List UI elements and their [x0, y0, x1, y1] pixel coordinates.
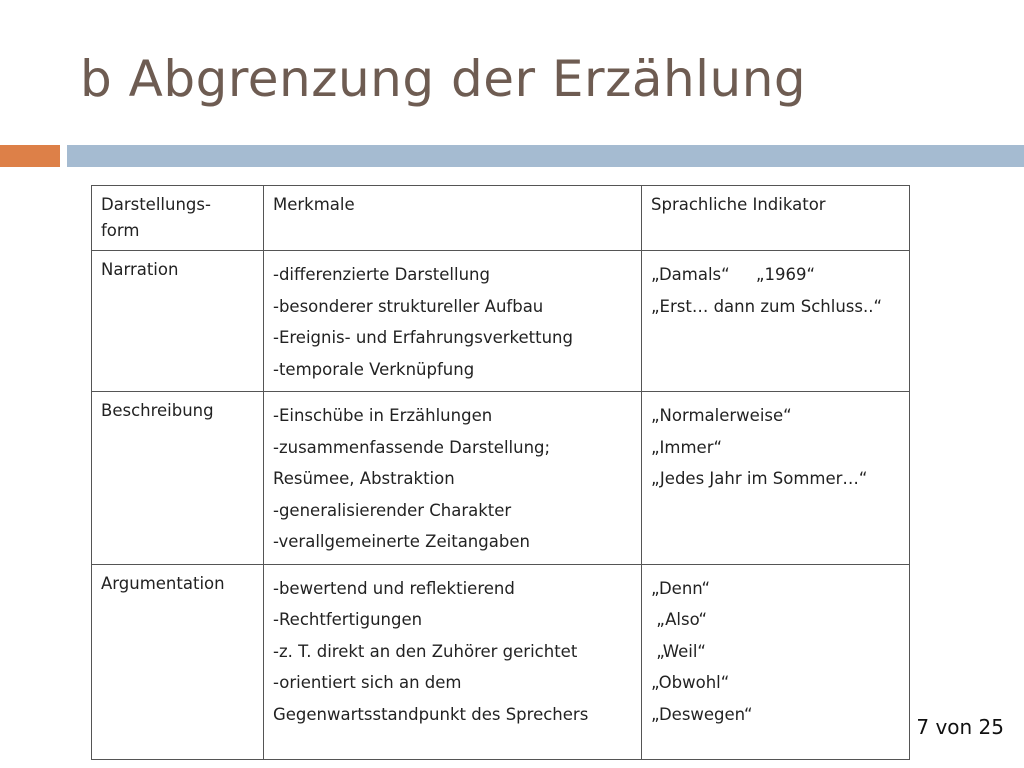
form-label: Narration — [101, 260, 179, 279]
cell-merkmale — [264, 251, 642, 392]
merkmal-line: -Rechtfertigungen — [273, 610, 423, 629]
header-cell-merkmale — [264, 186, 642, 251]
merkmal-line: -Ereignis- und Erfahrungsverkettung — [273, 328, 573, 347]
indikator-line: „Normalerweise“ — [651, 406, 792, 425]
merkmal-line: -z. T. direkt an den Zuhörer gerichtet — [273, 641, 578, 661]
form-label: Argumentation — [101, 573, 225, 593]
header-cell-indikator — [642, 186, 910, 251]
merkmal-line: Resümee, Abstraktion — [273, 469, 455, 488]
merkmal-line: -bewertend und reflektierend — [273, 578, 515, 598]
header-line: Darstellungs- — [101, 195, 211, 214]
merkmal-line: -differenzierte Darstellung — [273, 265, 490, 284]
indikator-line: „Weil“ — [651, 641, 706, 661]
merkmal-line: -besonderer struktureller Aufbau — [273, 296, 544, 316]
table-row — [92, 251, 910, 392]
indikator-line: „Erst… dann zum Schluss..“ — [651, 296, 883, 316]
merkmal-line: -zusammenfassende Darstellung; — [273, 437, 551, 457]
merkmal-line: -Einschübe in Erzählungen — [273, 406, 493, 425]
cell-merkmale — [264, 392, 642, 565]
merkmal-line: -temporale Verknüpfung — [273, 359, 475, 379]
indikator-line: „Obwohl“ — [651, 673, 730, 692]
merkmal-line: -orientiert sich an dem — [273, 673, 462, 692]
form-label: Beschreibung — [101, 401, 214, 420]
indikator-line: „Damals“ „1969“ — [651, 265, 816, 284]
indikator-line: „Deswegen“ — [651, 704, 753, 724]
header-line: form — [101, 221, 140, 240]
cell-form — [92, 251, 264, 392]
merkmal-line: -verallgemeinerte Zeitangaben — [273, 532, 530, 551]
page-number: 7 von 25 — [916, 715, 1004, 739]
merkmal-line: -generalisierender Charakter — [273, 500, 512, 520]
indikator-line: „Immer“ — [651, 437, 723, 457]
comparison-table — [91, 185, 910, 760]
header-cell-form — [92, 186, 264, 251]
accent-bar-blue — [67, 145, 1024, 167]
indikator-line: „Jedes Jahr im Sommer…“ — [651, 469, 868, 488]
cell-form — [92, 564, 264, 759]
merkmal-line: Gegenwartsstandpunkt des Sprechers — [273, 704, 589, 724]
table-row — [92, 392, 910, 565]
cell-form — [92, 392, 264, 565]
cell-indikatoren — [642, 251, 910, 392]
table-row — [92, 564, 910, 759]
cell-indikatoren — [642, 392, 910, 565]
header-line: Merkmale — [273, 195, 355, 214]
indikator-line: „Also“ — [651, 610, 708, 629]
cell-indikatoren — [642, 564, 910, 759]
indikator-line: „Denn“ — [651, 578, 711, 598]
header-line: Sprachliche Indikator — [651, 195, 826, 214]
table-header-row — [92, 186, 910, 251]
accent-bar-orange — [0, 145, 60, 167]
cell-merkmale — [264, 564, 642, 759]
slide-title: b Abgrenzung der Erzählung — [80, 50, 807, 108]
